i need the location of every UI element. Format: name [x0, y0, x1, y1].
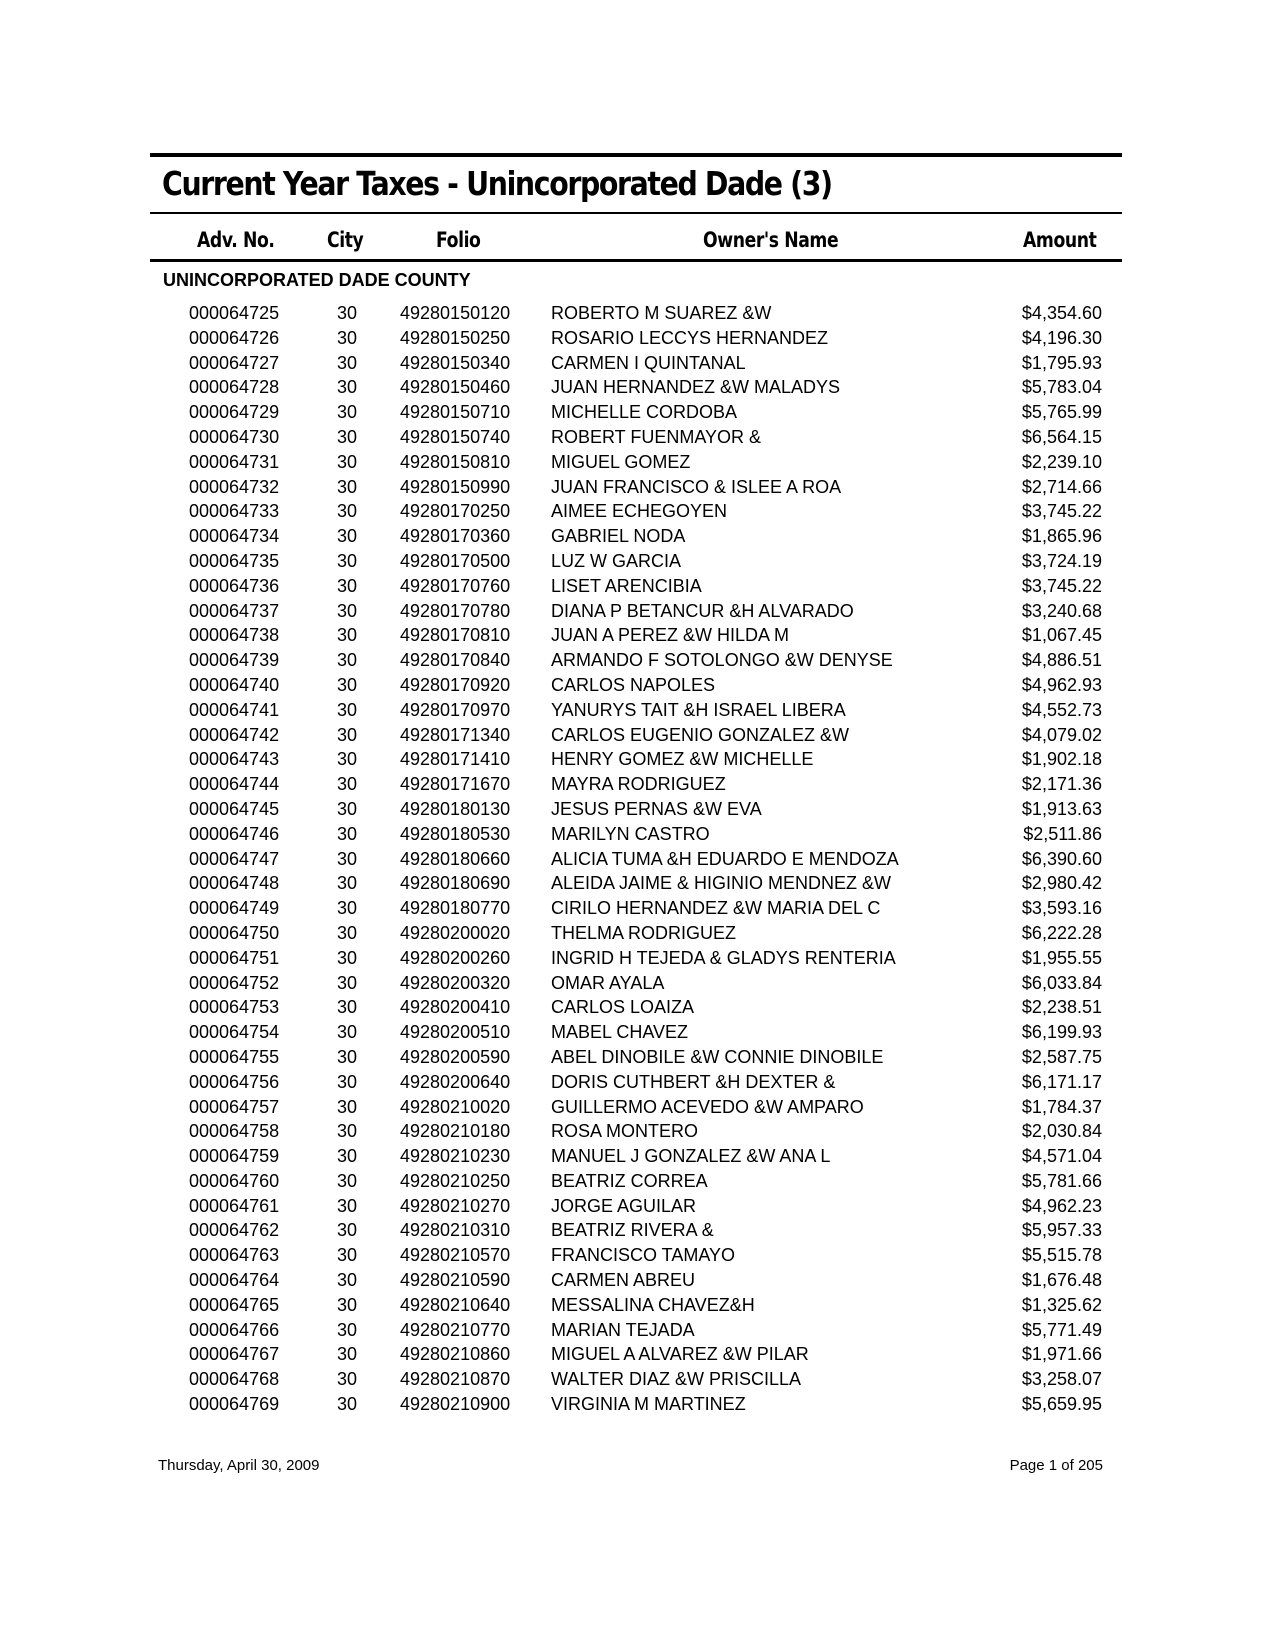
cell-amount: $6,171.17 — [1021, 1071, 1102, 1092]
cell-city: 30 — [337, 1170, 358, 1191]
cell-folio: 49280150340 — [400, 352, 511, 373]
cell-amount: $3,745.22 — [1021, 501, 1102, 522]
cell-owner-name: MANUEL J GONZALEZ &W ANA L — [551, 1146, 831, 1167]
cell-folio: 49280210270 — [400, 1195, 511, 1216]
table-row — [0, 1119, 1275, 1144]
cell-adv-no: 000064729 — [189, 402, 280, 423]
cell-amount: $5,515.78 — [1021, 1245, 1102, 1266]
cell-city: 30 — [337, 550, 358, 571]
table-row — [0, 871, 1275, 896]
table-row — [0, 574, 1275, 599]
cell-owner-name: CARMEN I QUINTANAL — [551, 352, 746, 373]
tax-table-body — [0, 301, 1275, 1417]
header-rule — [150, 259, 1122, 262]
cell-folio: 49280210250 — [400, 1170, 511, 1191]
cell-amount: $6,222.28 — [1021, 922, 1102, 943]
cell-folio: 49280150810 — [400, 451, 511, 472]
cell-adv-no: 000064740 — [189, 674, 280, 695]
cell-amount: $2,238.51 — [1021, 997, 1102, 1018]
cell-folio: 49280200640 — [400, 1071, 511, 1092]
cell-city: 30 — [337, 1121, 358, 1142]
cell-owner-name: MIGUEL A ALVAREZ &W PILAR — [551, 1344, 809, 1365]
cell-folio: 49280200510 — [400, 1022, 511, 1043]
cell-owner-name: ARMANDO F SOTOLONGO &W DENYSE — [551, 650, 893, 671]
header-city: City — [327, 228, 364, 252]
cell-amount: $3,240.68 — [1021, 600, 1102, 621]
table-row — [0, 1243, 1275, 1268]
cell-city: 30 — [337, 798, 358, 819]
cell-city: 30 — [337, 501, 358, 522]
table-row — [0, 475, 1275, 500]
title-top-rule — [150, 153, 1122, 157]
table-row — [0, 623, 1275, 648]
cell-city: 30 — [337, 625, 358, 646]
cell-folio: 49280170500 — [400, 550, 511, 571]
cell-city: 30 — [337, 476, 358, 497]
cell-city: 30 — [337, 352, 358, 373]
cell-adv-no: 000064737 — [189, 600, 280, 621]
table-row — [0, 1070, 1275, 1095]
cell-adv-no: 000064753 — [189, 997, 280, 1018]
cell-owner-name: MIGUEL GOMEZ — [551, 451, 691, 472]
cell-adv-no: 000064743 — [189, 749, 280, 770]
cell-city: 30 — [337, 774, 358, 795]
cell-amount: $3,724.19 — [1021, 550, 1102, 571]
cell-city: 30 — [337, 749, 358, 770]
cell-city: 30 — [337, 1046, 358, 1067]
cell-adv-no: 000064765 — [189, 1294, 280, 1315]
table-row — [0, 797, 1275, 822]
cell-folio: 49280180660 — [400, 848, 511, 869]
cell-amount: $5,781.66 — [1021, 1170, 1102, 1191]
cell-city: 30 — [337, 377, 358, 398]
cell-owner-name: GABRIEL NODA — [551, 526, 686, 547]
cell-owner-name: CARLOS EUGENIO GONZALEZ &W — [551, 724, 850, 745]
cell-adv-no: 000064767 — [189, 1344, 280, 1365]
section-heading: UNINCORPORATED DADE COUNTY — [163, 270, 471, 290]
table-row — [0, 1194, 1275, 1219]
cell-city: 30 — [337, 823, 358, 844]
cell-amount: $4,196.30 — [1021, 327, 1102, 348]
column-headers — [0, 228, 1275, 258]
table-row — [0, 1169, 1275, 1194]
cell-amount: $5,765.99 — [1021, 402, 1102, 423]
cell-adv-no: 000064728 — [189, 377, 280, 398]
cell-folio: 49280210590 — [400, 1270, 511, 1291]
cell-adv-no: 000064752 — [189, 972, 280, 993]
cell-amount: $4,354.60 — [1021, 303, 1102, 323]
cell-owner-name: DIANA P BETANCUR &H ALVARADO — [551, 600, 854, 621]
cell-folio: 49280210870 — [400, 1369, 511, 1390]
cell-adv-no: 000064727 — [189, 352, 280, 373]
table-row — [0, 673, 1275, 698]
cell-folio: 49280180770 — [400, 898, 511, 919]
cell-amount: $6,199.93 — [1021, 1022, 1102, 1043]
cell-city: 30 — [337, 526, 358, 547]
cell-owner-name: LISET ARENCIBIA — [551, 575, 702, 596]
table-row — [0, 1318, 1275, 1343]
cell-owner-name: YANURYS TAIT &H ISRAEL LIBERA — [551, 699, 846, 720]
cell-adv-no: 000064744 — [189, 774, 280, 795]
cell-folio: 49280150740 — [400, 426, 511, 447]
cell-owner-name: MAYRA RODRIGUEZ — [551, 774, 726, 795]
cell-amount: $2,239.10 — [1021, 451, 1102, 472]
cell-owner-name: ROBERT FUENMAYOR & — [551, 426, 762, 447]
cell-owner-name: JUAN HERNANDEZ &W MALADYS — [551, 377, 841, 398]
cell-adv-no: 000064758 — [189, 1121, 280, 1142]
cell-adv-no: 000064742 — [189, 724, 280, 745]
cell-amount: $4,571.04 — [1021, 1146, 1102, 1167]
page-title: Current Year Taxes - Unincorporated Dade (3) — [162, 164, 832, 203]
cell-folio: 49280150250 — [400, 327, 511, 348]
table-row — [0, 723, 1275, 748]
cell-owner-name: WALTER DIAZ &W PRISCILLA — [551, 1369, 802, 1390]
cell-city: 30 — [337, 451, 358, 472]
table-row — [0, 1392, 1275, 1417]
cell-owner-name: VIRGINIA M MARTINEZ — [551, 1394, 746, 1415]
cell-folio: 49280150990 — [400, 476, 511, 497]
cell-amount: $3,258.07 — [1021, 1369, 1102, 1390]
cell-adv-no: 000064731 — [189, 451, 280, 472]
cell-city: 30 — [337, 1394, 358, 1415]
cell-city: 30 — [337, 873, 358, 894]
cell-city: 30 — [337, 674, 358, 695]
table-row — [0, 1367, 1275, 1392]
cell-folio: 49280170840 — [400, 650, 511, 671]
table-row — [0, 1342, 1275, 1367]
cell-owner-name: HENRY GOMEZ &W MICHELLE — [551, 749, 814, 770]
cell-folio: 49280200320 — [400, 972, 511, 993]
cell-city: 30 — [337, 575, 358, 596]
cell-adv-no: 000064768 — [189, 1369, 280, 1390]
cell-folio: 49280210310 — [400, 1220, 511, 1241]
cell-owner-name: BEATRIZ CORREA — [551, 1170, 708, 1191]
cell-adv-no: 000064755 — [189, 1046, 280, 1067]
cell-adv-no: 000064748 — [189, 873, 280, 894]
header-owner-name: Owner's Name — [703, 228, 839, 252]
cell-folio: 49280180530 — [400, 823, 511, 844]
cell-folio: 49280210900 — [400, 1394, 511, 1415]
table-row — [0, 499, 1275, 524]
cell-city: 30 — [337, 1344, 358, 1365]
cell-folio: 49280170920 — [400, 674, 511, 695]
cell-city: 30 — [337, 1146, 358, 1167]
cell-owner-name: ABEL DINOBILE &W CONNIE DINOBILE — [551, 1046, 884, 1067]
cell-city: 30 — [337, 1270, 358, 1291]
cell-adv-no: 000064739 — [189, 650, 280, 671]
cell-owner-name: MESSALINA CHAVEZ&H — [551, 1294, 755, 1315]
cell-amount: $2,511.86 — [1023, 823, 1102, 844]
table-row — [0, 1045, 1275, 1070]
cell-adv-no: 000064754 — [189, 1022, 280, 1043]
cell-folio: 49280150460 — [400, 377, 511, 398]
cell-adv-no: 000064750 — [189, 922, 280, 943]
cell-city: 30 — [337, 402, 358, 423]
cell-adv-no: 000064732 — [189, 476, 280, 497]
cell-owner-name: INGRID H TEJEDA & GLADYS RENTERIA — [551, 947, 896, 968]
cell-city: 30 — [337, 303, 358, 323]
table-row — [0, 1218, 1275, 1243]
table-row — [0, 772, 1275, 797]
cell-city: 30 — [337, 922, 358, 943]
cell-amount: $4,962.93 — [1021, 674, 1102, 695]
cell-amount: $3,745.22 — [1021, 575, 1102, 596]
cell-amount: $2,587.75 — [1021, 1046, 1102, 1067]
table-row — [0, 971, 1275, 996]
cell-city: 30 — [337, 724, 358, 745]
cell-owner-name: MICHELLE CORDOBA — [551, 402, 738, 423]
cell-amount: $1,795.93 — [1021, 352, 1102, 373]
footer-date: Thursday, April 30, 2009 — [158, 1457, 320, 1474]
cell-city: 30 — [337, 947, 358, 968]
table-row — [0, 450, 1275, 475]
cell-amount: $6,390.60 — [1021, 848, 1102, 869]
cell-amount: $1,971.66 — [1021, 1344, 1102, 1365]
cell-adv-no: 000064738 — [189, 625, 280, 646]
cell-folio: 49280150120 — [400, 303, 511, 323]
cell-folio: 49280210570 — [400, 1245, 511, 1266]
cell-adv-no: 000064766 — [189, 1319, 280, 1340]
cell-owner-name: ALICIA TUMA &H EDUARDO E MENDOZA — [551, 848, 899, 869]
cell-owner-name: DORIS CUTHBERT &H DEXTER & — [551, 1071, 836, 1092]
cell-adv-no: 000064735 — [189, 550, 280, 571]
table-row — [0, 425, 1275, 450]
cell-owner-name: FRANCISCO TAMAYO — [551, 1245, 736, 1266]
cell-folio: 49280150710 — [400, 402, 511, 423]
table-row — [0, 524, 1275, 549]
cell-owner-name: JUAN FRANCISCO & ISLEE A ROA — [551, 476, 842, 497]
cell-adv-no: 000064734 — [189, 526, 280, 547]
cell-adv-no: 000064769 — [189, 1394, 280, 1415]
cell-adv-no: 000064761 — [189, 1195, 280, 1216]
cell-city: 30 — [337, 327, 358, 348]
cell-amount: $1,067.45 — [1021, 625, 1102, 646]
cell-amount: $3,593.16 — [1021, 898, 1102, 919]
cell-folio: 49280200590 — [400, 1046, 511, 1067]
cell-adv-no: 000064745 — [189, 798, 280, 819]
cell-folio: 49280171410 — [400, 749, 511, 770]
cell-owner-name: CARLOS LOAIZA — [551, 997, 695, 1018]
cell-owner-name: MARIAN TEJADA — [551, 1319, 695, 1340]
footer-page-number: Page 1 of 205 — [1009, 1457, 1103, 1474]
cell-folio: 49280210770 — [400, 1319, 511, 1340]
cell-amount: $1,325.62 — [1021, 1294, 1102, 1315]
header-folio: Folio — [436, 228, 481, 252]
cell-amount: $1,784.37 — [1021, 1096, 1102, 1117]
table-row — [0, 351, 1275, 376]
cell-owner-name: GUILLERMO ACEVEDO &W AMPARO — [551, 1096, 864, 1117]
cell-owner-name: CIRILO HERNANDEZ &W MARIA DEL C — [551, 898, 881, 919]
cell-owner-name: ROSARIO LECCYS HERNANDEZ — [551, 327, 829, 348]
cell-owner-name: OMAR AYALA — [551, 972, 665, 993]
cell-adv-no: 000064747 — [189, 848, 280, 869]
cell-owner-name: BEATRIZ RIVERA & — [551, 1220, 714, 1241]
cell-folio: 49280210020 — [400, 1096, 511, 1117]
cell-folio: 49280170760 — [400, 575, 511, 596]
cell-city: 30 — [337, 848, 358, 869]
header-adv-no: Adv. No. — [197, 228, 275, 252]
cell-owner-name: JORGE AGUILAR — [551, 1195, 697, 1216]
cell-owner-name: CARLOS NAPOLES — [551, 674, 716, 695]
cell-adv-no: 000064757 — [189, 1096, 280, 1117]
cell-city: 30 — [337, 650, 358, 671]
cell-owner-name: ALEIDA JAIME & HIGINIO MENDNEZ &W — [551, 873, 892, 894]
cell-folio: 49280210230 — [400, 1146, 511, 1167]
cell-amount: $1,902.18 — [1021, 749, 1102, 770]
cell-amount: $2,030.84 — [1021, 1121, 1102, 1142]
table-row — [0, 822, 1275, 847]
cell-folio: 49280171670 — [400, 774, 511, 795]
cell-amount: $5,957.33 — [1021, 1220, 1102, 1241]
cell-adv-no: 000064762 — [189, 1220, 280, 1241]
cell-city: 30 — [337, 1195, 358, 1216]
table-row — [0, 599, 1275, 624]
cell-owner-name: CARMEN ABREU — [551, 1270, 696, 1291]
cell-amount: $1,676.48 — [1021, 1270, 1102, 1291]
cell-adv-no: 000064726 — [189, 327, 280, 348]
cell-amount: $6,564.15 — [1021, 426, 1102, 447]
cell-owner-name: ROBERTO M SUAREZ &W — [551, 303, 772, 323]
table-row — [0, 747, 1275, 772]
table-row — [0, 698, 1275, 723]
table-row — [0, 1144, 1275, 1169]
table-row — [0, 549, 1275, 574]
cell-folio: 49280210180 — [400, 1121, 511, 1142]
cell-adv-no: 000064759 — [189, 1146, 280, 1167]
cell-adv-no: 000064741 — [189, 699, 280, 720]
cell-city: 30 — [337, 1245, 358, 1266]
cell-amount: $4,962.23 — [1021, 1195, 1102, 1216]
table-row — [0, 921, 1275, 946]
cell-amount: $1,955.55 — [1021, 947, 1102, 968]
cell-owner-name: JUAN A PEREZ &W HILDA M — [551, 625, 790, 646]
cell-adv-no: 000064736 — [189, 575, 280, 596]
cell-adv-no: 000064749 — [189, 898, 280, 919]
cell-amount: $5,783.04 — [1021, 377, 1102, 398]
table-row — [0, 648, 1275, 673]
cell-amount: $6,033.84 — [1021, 972, 1102, 993]
cell-folio: 49280170360 — [400, 526, 511, 547]
cell-folio: 49280170810 — [400, 625, 511, 646]
cell-amount: $4,552.73 — [1021, 699, 1102, 720]
cell-adv-no: 000064763 — [189, 1245, 280, 1266]
table-row — [0, 896, 1275, 921]
cell-city: 30 — [337, 1294, 358, 1315]
cell-adv-no: 000064756 — [189, 1071, 280, 1092]
cell-owner-name: THELMA RODRIGUEZ — [551, 922, 737, 943]
table-row — [0, 1293, 1275, 1318]
cell-adv-no: 000064733 — [189, 501, 280, 522]
cell-owner-name: ROSA MONTERO — [551, 1121, 699, 1142]
title-bottom-rule — [150, 212, 1122, 214]
cell-amount: $2,980.42 — [1021, 873, 1102, 894]
cell-amount: $2,171.36 — [1021, 774, 1102, 795]
cell-amount: $5,659.95 — [1021, 1394, 1102, 1415]
table-row — [0, 995, 1275, 1020]
table-row — [0, 1020, 1275, 1045]
cell-adv-no: 000064725 — [189, 303, 280, 323]
cell-folio: 49280200020 — [400, 922, 511, 943]
cell-city: 30 — [337, 699, 358, 720]
cell-adv-no: 000064730 — [189, 426, 280, 447]
cell-folio: 49280170250 — [400, 501, 511, 522]
cell-owner-name: MABEL CHAVEZ — [551, 1022, 689, 1043]
table-row — [0, 326, 1275, 351]
cell-amount: $1,865.96 — [1021, 526, 1102, 547]
cell-adv-no: 000064751 — [189, 947, 280, 968]
table-row — [0, 1095, 1275, 1120]
table-row — [0, 400, 1275, 425]
cell-adv-no: 000064746 — [189, 823, 280, 844]
cell-owner-name: AIMEE ECHEGOYEN — [551, 501, 728, 522]
cell-folio: 49280210860 — [400, 1344, 511, 1365]
cell-city: 30 — [337, 600, 358, 621]
cell-city: 30 — [337, 972, 358, 993]
cell-amount: $5,771.49 — [1021, 1319, 1102, 1340]
cell-folio: 49280180130 — [400, 798, 511, 819]
cell-folio: 49280171340 — [400, 724, 511, 745]
cell-folio: 49280210640 — [400, 1294, 511, 1315]
cell-city: 30 — [337, 1022, 358, 1043]
cell-city: 30 — [337, 1096, 358, 1117]
cell-city: 30 — [337, 898, 358, 919]
cell-folio: 49280180690 — [400, 873, 511, 894]
table-row — [0, 375, 1275, 400]
cell-folio: 49280170970 — [400, 699, 511, 720]
cell-folio: 49280200260 — [400, 947, 511, 968]
cell-amount: $4,079.02 — [1021, 724, 1102, 745]
cell-amount: $2,714.66 — [1021, 476, 1102, 497]
cell-folio: 49280200410 — [400, 997, 511, 1018]
cell-folio: 49280170780 — [400, 600, 511, 621]
cell-adv-no: 000064764 — [189, 1270, 280, 1291]
cell-owner-name: LUZ W GARCIA — [551, 550, 682, 571]
table-row — [0, 1268, 1275, 1293]
cell-city: 30 — [337, 1071, 358, 1092]
cell-city: 30 — [337, 1369, 358, 1390]
table-row — [0, 847, 1275, 872]
cell-city: 30 — [337, 426, 358, 447]
cell-owner-name: MARILYN CASTRO — [551, 823, 710, 844]
cell-amount: $1,913.63 — [1021, 798, 1102, 819]
header-amount: Amount — [1023, 228, 1097, 252]
cell-city: 30 — [337, 1220, 358, 1241]
cell-city: 30 — [337, 997, 358, 1018]
cell-city: 30 — [337, 1319, 358, 1340]
cell-adv-no: 000064760 — [189, 1170, 280, 1191]
table-row — [0, 946, 1275, 971]
cell-owner-name: JESUS PERNAS &W EVA — [551, 798, 762, 819]
table-row — [0, 301, 1275, 326]
cell-amount: $4,886.51 — [1021, 650, 1102, 671]
